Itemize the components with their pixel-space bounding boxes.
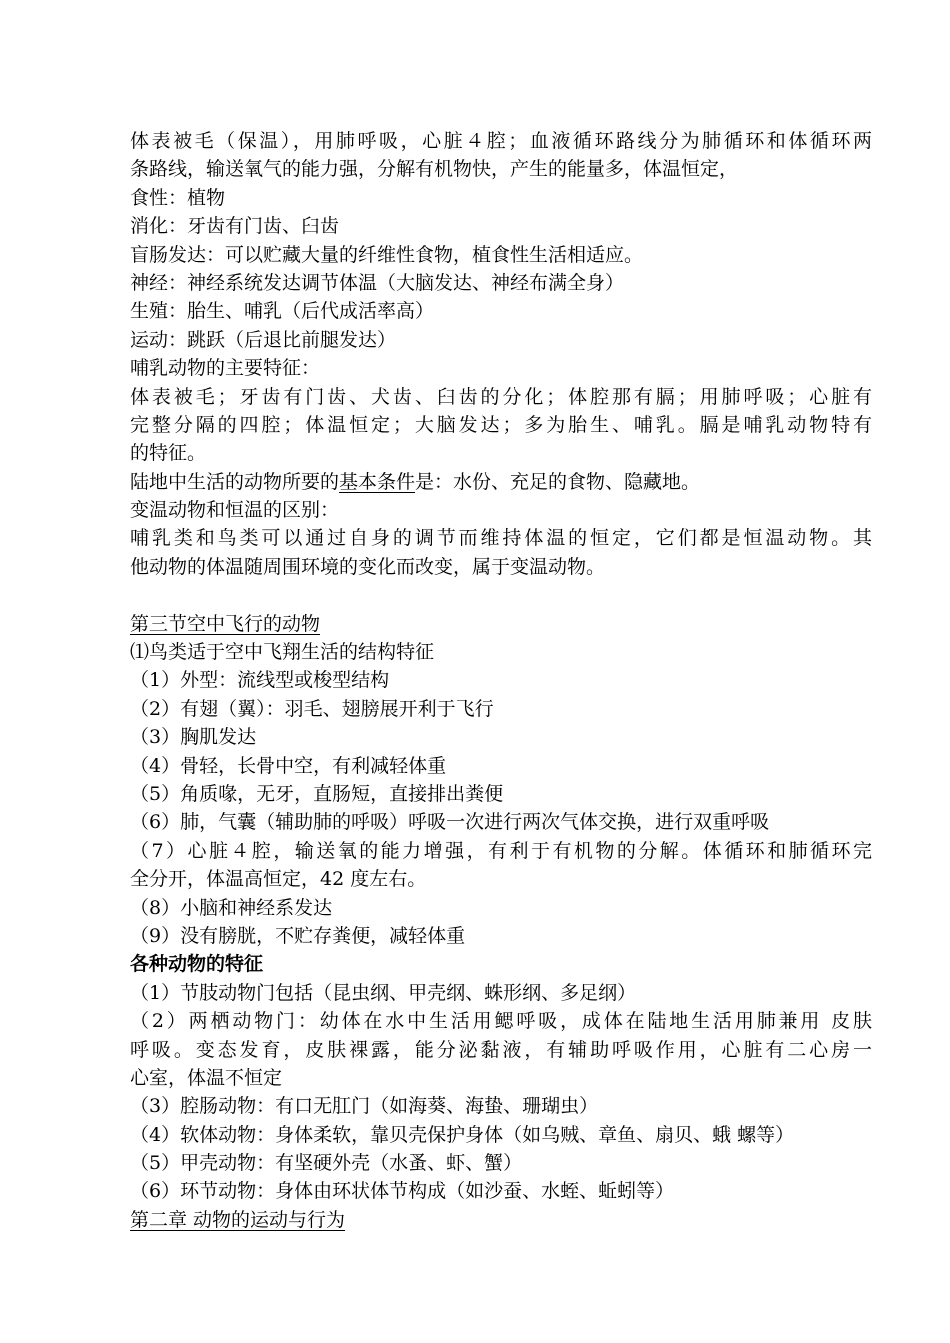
document-page xyxy=(130,127,875,1234)
chapter-title xyxy=(130,1206,875,1234)
digestion-line: 消化：牙齿有门齿、臼齿 xyxy=(130,215,340,238)
animal-item: 呼吸。变态发育，皮肤裸露，能分泌黏液，有辅助呼吸作用，心脏有二心房一 xyxy=(130,1038,872,1061)
land-conditions-line xyxy=(130,468,875,496)
animal-item: （1）节肢动物门包括（昆虫纲、甲壳纲、蛛形纲、多足纲） xyxy=(130,981,637,1004)
animal-item: （5）甲壳动物：有坚硬外壳（水蚤、虾、蟹） xyxy=(130,1152,523,1175)
animal-item: 心室，体温不恒定 xyxy=(130,1066,283,1089)
bird-item: （4）骨轻，长骨中空，有利减轻体重 xyxy=(130,754,447,777)
animal-item: （3）腔肠动物：有口无肛门（如海葵、海蛰、珊瑚虫） xyxy=(130,1095,599,1118)
animal-item: （6）环节动物：身体由环状体节构成（如沙蚕、水蛭、蚯蚓等） xyxy=(130,1180,675,1203)
bird-item: （9）没有膀胱，不贮存粪便，减轻体重 xyxy=(130,924,466,947)
cecum-line: 盲肠发达：可以贮藏大量的纤维性食物，植食性生活相适应。 xyxy=(130,243,644,266)
mammal-text-line: 的特征。 xyxy=(130,442,207,465)
mammal-text-line: 完整分隔的四腔；体温恒定；大脑发达；多为胎生、哺乳。膈是哺乳动物特有 xyxy=(130,413,872,436)
diet-line: 食性：植物 xyxy=(130,186,226,209)
bird-item: （5）角质喙，无牙，直肠短，直接排出粪便 xyxy=(130,782,504,805)
temperature-heading: 变温动物和恒温的区别： xyxy=(130,499,340,522)
bird-item: （6）肺，气囊（辅助肺的呼吸）呼吸一次进行两次气体交换，进行双重呼吸 xyxy=(130,811,770,834)
bird-heading: ⑴鸟类适于空中飞翔生活的结构特征 xyxy=(130,641,435,664)
section-title xyxy=(130,610,875,638)
section3-title: 第三节空中飞行的动物 xyxy=(130,612,321,635)
land-text-before: 陆地中生活的动物所要的 xyxy=(130,470,340,493)
bird-item: （8）小脑和神经系发达 xyxy=(130,896,333,919)
animal-item: （4）软体动物：身体柔软，靠贝壳保护身体（如乌贼、章鱼、扇贝、蛾 螺等） xyxy=(130,1123,795,1146)
temperature-text-line: 他动物的体温随周围环境的变化而改变，属于变温动物。 xyxy=(130,555,606,578)
land-text-after: 是：水份、充足的食物、隐藏地。 xyxy=(415,470,701,493)
bird-item: （1）外型：流线型或梭型结构 xyxy=(130,669,390,692)
mammal-heading: 哺乳动物的主要特征： xyxy=(130,357,321,380)
blank-line xyxy=(130,581,875,609)
movement-line: 运动：跳跃（后退比前腿发达） xyxy=(130,328,397,351)
nerve-line: 神经：神经系统发达调节体温（大脑发达、神经布满全身） xyxy=(130,271,625,294)
bird-item: 全分开，体温高恒定，42 度左右。 xyxy=(130,868,427,891)
bird-item: （2）有翅（翼）：羽毛、翅膀展开利于飞行 xyxy=(130,697,494,720)
bird-item: （7）心脏４腔，输送氧的能力增强，有利于有机物的分解。体循环和肺循环完 xyxy=(130,839,872,862)
animals-heading: 各种动物的特征 xyxy=(130,953,264,976)
paragraph-line: 体表被毛（保温），用肺呼吸，心脏４腔；血液循环路线分为肺循环和体循环两 xyxy=(130,130,872,152)
reproduction-line: 生殖：胎生、哺乳（后代成活率高） xyxy=(130,300,435,323)
bird-item: （3）胸肌发达 xyxy=(130,726,257,749)
temperature-text-line: 哺乳类和鸟类可以通过自身的调节而维持体温的恒定，它们都是恒温动物。其 xyxy=(130,527,872,550)
animal-item: （2）两栖动物门：幼体在水中生活用鳃呼吸，成体在陆地生活用肺兼用 皮肤 xyxy=(130,1010,872,1033)
chapter2-title: 第二章 动物的运动与行为 xyxy=(130,1208,346,1231)
mammal-text-line: 体表被毛；牙齿有门齿、犬齿、臼齿的分化；体腔那有膈；用肺呼吸；心脏有 xyxy=(130,385,872,408)
paragraph-line: 条路线，输送氧气的能力强，分解有机物快，产生的能量多，体温恒定， xyxy=(130,158,739,181)
basic-conditions-term: 基本条件 xyxy=(339,470,416,493)
